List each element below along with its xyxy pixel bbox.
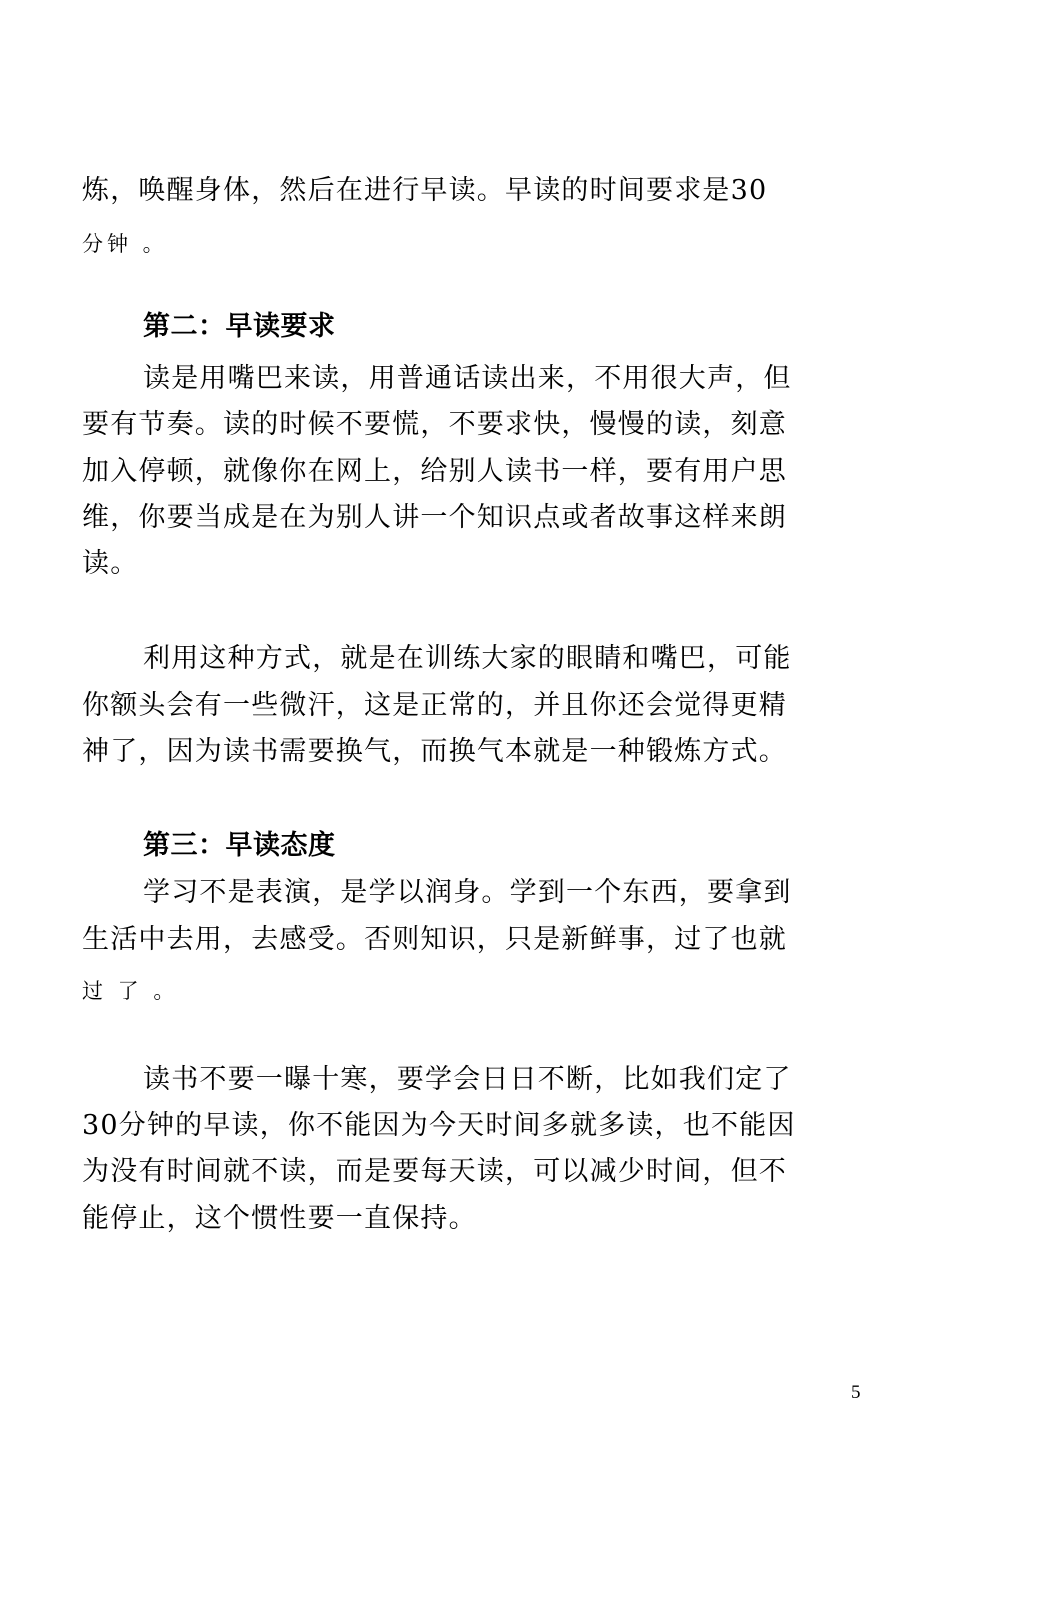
text-line: 学习不是表演，是学以润身。学到一个东西，要拿到 <box>143 877 792 908</box>
text-line: 能停止，这个惯性要一直保持。 <box>82 1203 477 1234</box>
text-line: 读书不要一曝十寒，要学会日日不断，比如我们定了 <box>143 1064 792 1095</box>
text-line: 读是用嘴巴来读，用普通话读出来，不用很大声，但 <box>143 363 792 394</box>
text-line: 生活中去用，去感受。否则知识，只是新鲜事，过了也就 <box>82 924 787 955</box>
text-line: 读。 <box>82 548 139 579</box>
text-line: 过 了 。 <box>82 979 179 1003</box>
text-line: 神了，因为读书需要换气，而换气本就是一种锻炼方式。 <box>82 736 787 767</box>
text-line: 要有节奏。读的时候不要慌，不要求快，慢慢的读，刻意 <box>82 409 787 440</box>
text-line: 炼，唤醒身体，然后在进行早读。早读的时间要求是30 <box>82 175 768 206</box>
text-line: 分钟 。 <box>82 232 168 256</box>
section-heading: 第三：早读态度 <box>143 830 336 861</box>
text-line: 利用这种方式，就是在训练大家的眼睛和嘴巴，可能 <box>143 643 792 674</box>
text-line: 30分钟的早读，你不能因为今天时间多就多读，也不能因 <box>82 1110 796 1141</box>
text-line: 加入停顿，就像你在网上，给别人读书一样，要有用户思 <box>82 456 787 487</box>
text-line: 维，你要当成是在为别人讲一个知识点或者故事这样来朗 <box>82 502 787 533</box>
section-heading: 第二：早读要求 <box>143 311 336 342</box>
page-number: 5 <box>851 1382 861 1403</box>
text-line: 为没有时间就不读，而是要每天读，可以减少时间，但不 <box>82 1156 787 1187</box>
text-line: 你额头会有一些微汗，这是正常的，并且你还会觉得更精 <box>82 690 787 721</box>
